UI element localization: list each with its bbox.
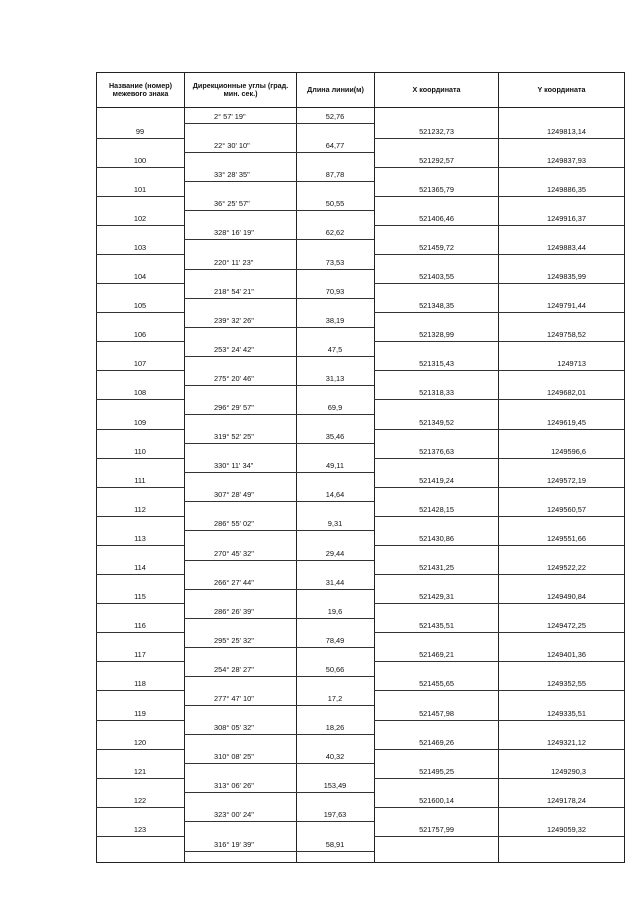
- line-length: 31,44: [325, 577, 345, 587]
- line-length: 31,13: [325, 373, 345, 383]
- line-length: 197,63: [323, 810, 347, 820]
- row-rule: [96, 138, 184, 139]
- point-number: 108: [133, 388, 147, 398]
- row-rule: [184, 618, 374, 619]
- directional-angle: 270° 45' 32": [214, 548, 254, 558]
- x-coordinate: 521495,25: [419, 766, 454, 776]
- line-length: 14,64: [325, 490, 345, 500]
- y-coordinate: 1249352,55: [546, 679, 586, 689]
- directional-angle: 308° 05' 32": [214, 723, 254, 733]
- coord-rule: [374, 341, 624, 342]
- row-rule: [184, 792, 374, 793]
- y-coordinate: 1249619,45: [546, 417, 586, 427]
- line-length: 87,78: [325, 170, 345, 180]
- row-rule: [184, 152, 374, 153]
- point-row: [96, 563, 625, 573]
- row-rule: [96, 545, 184, 546]
- point-row: [96, 476, 625, 486]
- coord-rule: [374, 807, 624, 808]
- directional-angle: 266° 27' 44": [214, 577, 254, 587]
- row-rule: [96, 690, 184, 691]
- x-coordinate: 521315,43: [419, 359, 454, 369]
- segment-row: [96, 170, 625, 180]
- directional-angle: 220° 11' 23": [214, 257, 254, 267]
- x-coordinate: 521403,55: [419, 272, 454, 282]
- segment-row: [96, 432, 625, 442]
- header-directional-angles: Дирекционные углы (град. мин. сек.): [184, 73, 296, 107]
- point-row: [96, 738, 625, 748]
- coord-rule: [374, 312, 624, 313]
- coord-rule: [374, 370, 624, 371]
- coord-rule: [374, 545, 624, 546]
- point-number: 113: [134, 533, 146, 543]
- row-rule: [184, 763, 374, 764]
- point-row: [96, 592, 625, 602]
- y-coordinate: 1249835,99: [546, 272, 586, 282]
- directional-angle: 323° 00' 24": [214, 810, 254, 820]
- coord-rule: [374, 690, 624, 691]
- point-row: [96, 185, 625, 195]
- point-row: [96, 214, 625, 224]
- y-coordinate: 1249401,36: [546, 650, 586, 660]
- point-row: [96, 825, 625, 835]
- row-rule: [184, 443, 374, 444]
- coord-rule: [374, 283, 624, 284]
- point-number: 119: [134, 708, 146, 718]
- line-length: 64,77: [325, 141, 345, 151]
- coord-rule: [374, 429, 624, 430]
- directional-angle: 319° 52' 25": [214, 432, 254, 442]
- x-coordinate: 521455,65: [419, 679, 454, 689]
- segment-row: [96, 578, 625, 588]
- row-rule: [96, 603, 184, 604]
- row-rule: [96, 458, 184, 459]
- segment-row: [96, 810, 625, 820]
- x-coordinate: 521431,25: [419, 563, 454, 573]
- row-rule: [96, 487, 184, 488]
- coord-rule: [374, 603, 624, 604]
- directional-angle: 310° 08' 25": [214, 752, 254, 762]
- segment-row: [96, 549, 625, 559]
- line-length: 49,11: [326, 461, 344, 471]
- point-row: [96, 534, 625, 544]
- row-rule: [96, 720, 184, 721]
- segment-row: [96, 258, 625, 268]
- table-header: [96, 72, 625, 108]
- x-coordinate: 521469,21: [419, 650, 454, 660]
- row-rule: [96, 778, 184, 779]
- point-row: [96, 418, 625, 428]
- point-row: [96, 243, 625, 253]
- point-number: 114: [134, 563, 146, 573]
- point-row: [96, 796, 625, 806]
- row-rule: [184, 472, 374, 473]
- coord-rule: [374, 225, 624, 226]
- x-coordinate: 521349,52: [419, 417, 454, 427]
- coord-rule: [374, 516, 624, 517]
- point-number: 110: [134, 446, 146, 456]
- directional-angle: 33° 28' 35": [214, 170, 250, 180]
- header-line-length: Длина линии(м): [296, 73, 374, 107]
- segment-row: [96, 112, 625, 122]
- line-length: 52,76: [325, 112, 345, 121]
- row-rule: [184, 560, 374, 561]
- row-rule: [184, 821, 374, 822]
- segment-row: [96, 403, 625, 413]
- point-number: 122: [133, 795, 147, 805]
- y-coordinate: 1249572,19: [546, 475, 586, 485]
- point-number: 101: [133, 184, 147, 194]
- directional-angle: 239° 32' 26": [214, 315, 254, 325]
- header-point-name: Название (номер) межевого знака: [96, 73, 184, 107]
- line-length: 153,49: [323, 781, 347, 791]
- directional-angle: 275° 20' 46": [214, 373, 254, 383]
- directional-angle: 253° 24' 42": [214, 344, 254, 354]
- directional-angle: 36° 25' 57": [214, 199, 250, 209]
- point-number: 112: [134, 504, 146, 514]
- y-coordinate: 1249472,25: [546, 621, 586, 631]
- row-rule: [96, 749, 184, 750]
- point-row: [96, 301, 625, 311]
- coord-rule: [374, 399, 624, 400]
- point-number: 106: [133, 330, 147, 340]
- x-coordinate: 521328,99: [419, 330, 454, 340]
- row-rule: [184, 327, 374, 328]
- point-number: 104: [133, 272, 147, 282]
- line-length: 70,93: [325, 286, 345, 296]
- line-length: 78,49: [325, 635, 345, 645]
- directional-angle: 328° 16' 19": [214, 228, 254, 238]
- row-rule: [96, 574, 184, 575]
- header-x-coordinate: X координата: [374, 73, 498, 107]
- point-row: [96, 359, 625, 369]
- x-coordinate: 521457,98: [419, 708, 454, 718]
- segment-row: [96, 287, 625, 297]
- row-rule: [184, 705, 374, 706]
- point-row: [96, 156, 625, 166]
- segment-row: [96, 141, 625, 151]
- row-rule: [184, 239, 374, 240]
- segment-row: [96, 723, 625, 733]
- row-rule: [184, 414, 374, 415]
- point-row: [96, 650, 625, 660]
- directional-angle: 218° 54' 21": [214, 286, 254, 296]
- y-coordinate: 1249560,57: [546, 504, 586, 514]
- line-length: 18,26: [325, 723, 345, 733]
- line-length: 73,53: [325, 257, 345, 267]
- segment-row: [96, 694, 625, 704]
- line-length: 50,55: [325, 199, 345, 209]
- directional-angle: 22° 30' 10": [214, 141, 250, 151]
- coord-rule: [374, 720, 624, 721]
- point-number: 121: [133, 766, 147, 776]
- coord-rule: [374, 487, 624, 488]
- row-rule: [184, 210, 374, 211]
- line-length: 47,5: [327, 344, 343, 354]
- x-coordinate: 521292,57: [419, 155, 454, 165]
- row-rule: [96, 370, 184, 371]
- row-rule: [184, 501, 374, 502]
- row-rule: [96, 661, 184, 662]
- y-coordinate: 1249916,37: [546, 213, 586, 223]
- point-number: 123: [133, 824, 147, 834]
- segment-row: [96, 199, 625, 209]
- directional-angle: 316° 19' 39": [214, 839, 254, 849]
- segment-row: [96, 840, 625, 850]
- coord-rule: [374, 574, 624, 575]
- row-rule: [96, 225, 184, 226]
- segment-row: [96, 636, 625, 646]
- y-coordinate: 1249758,52: [546, 330, 586, 340]
- directional-angle: 286° 55' 02": [214, 519, 254, 529]
- segment-row: [96, 228, 625, 238]
- y-coordinate: 1249551,66: [546, 533, 586, 543]
- header-y-coordinate: Y координата: [498, 73, 625, 107]
- x-coordinate: 521429,31: [419, 592, 454, 602]
- segment-row: [96, 519, 625, 529]
- line-length: 29,44: [325, 548, 345, 558]
- segment-row: [96, 752, 625, 762]
- row-rule: [184, 181, 374, 182]
- directional-angle: 254° 28' 27": [214, 664, 254, 674]
- segment-row: [96, 374, 625, 384]
- directional-angle: 313° 06' 26": [214, 781, 254, 791]
- x-coordinate: 521232,73: [419, 126, 454, 136]
- row-rule: [184, 676, 374, 677]
- row-rule: [96, 341, 184, 342]
- point-number: 117: [134, 650, 146, 660]
- x-coordinate: 521365,79: [419, 184, 454, 194]
- y-coordinate: 1249791,44: [546, 301, 586, 311]
- x-coordinate: 521376,63: [419, 446, 454, 456]
- row-rule: [96, 312, 184, 313]
- point-row: [96, 505, 625, 515]
- row-rule: [184, 589, 374, 590]
- row-rule: [184, 851, 374, 852]
- point-row: [96, 621, 625, 631]
- point-number: 103: [133, 242, 147, 252]
- segment-row: [96, 665, 625, 675]
- row-rule: [184, 269, 374, 270]
- segment-row: [96, 316, 625, 326]
- coord-rule: [374, 254, 624, 255]
- y-coordinate: 1249290,3: [551, 766, 586, 776]
- point-number: 105: [133, 301, 147, 311]
- row-rule: [96, 196, 184, 197]
- row-rule: [96, 283, 184, 284]
- directional-angle: 295° 25' 32": [214, 635, 254, 645]
- directional-angle: 277° 47' 10": [214, 694, 254, 703]
- y-coordinate: 1249886,35: [546, 184, 586, 194]
- coord-rule: [374, 632, 624, 633]
- y-coordinate: 1249813,14: [546, 126, 586, 136]
- y-coordinate: 1249682,01: [546, 388, 586, 398]
- row-rule: [96, 254, 184, 255]
- y-coordinate: 1249321,12: [546, 737, 586, 747]
- row-rule: [184, 734, 374, 735]
- coord-rule: [374, 138, 624, 139]
- row-rule: [96, 167, 184, 168]
- row-rule: [96, 632, 184, 633]
- line-length: 9,31: [327, 519, 343, 529]
- coord-rule: [374, 778, 624, 779]
- coord-rule: [374, 661, 624, 662]
- coord-rule: [374, 458, 624, 459]
- x-coordinate: 521419,24: [419, 475, 454, 485]
- table-body: [96, 108, 625, 863]
- point-number: 102: [133, 213, 147, 223]
- point-number: 118: [134, 679, 146, 689]
- row-rule: [184, 123, 374, 124]
- y-coordinate: 1249713: [557, 359, 586, 369]
- y-coordinate: 1249837,93: [546, 155, 586, 165]
- row-rule: [96, 807, 184, 808]
- point-number: 99: [135, 126, 145, 136]
- point-row: [96, 767, 625, 777]
- x-coordinate: 521430,86: [419, 533, 454, 543]
- x-coordinate: 521435,51: [419, 621, 454, 631]
- row-rule: [96, 429, 184, 430]
- line-length: 38,19: [325, 315, 345, 325]
- segment-row: [96, 461, 625, 471]
- row-rule: [96, 836, 184, 837]
- coord-rule: [374, 749, 624, 750]
- x-coordinate: 521459,72: [419, 242, 454, 252]
- y-coordinate: 1249522,22: [546, 563, 586, 573]
- row-rule: [96, 516, 184, 517]
- coord-rule: [374, 196, 624, 197]
- x-coordinate: 521600,14: [419, 795, 454, 805]
- directional-angle: 2° 57' 19": [214, 112, 246, 121]
- point-row: [96, 330, 625, 340]
- x-coordinate: 521757,99: [419, 824, 454, 834]
- coord-rule: [374, 167, 624, 168]
- line-length: 62,62: [325, 228, 345, 238]
- point-number: 100: [133, 155, 147, 165]
- line-length: 69,9: [327, 403, 343, 412]
- point-row: [96, 388, 625, 398]
- row-rule: [184, 530, 374, 531]
- point-row: [96, 127, 625, 137]
- line-length: 35,46: [325, 432, 345, 442]
- directional-angle: 296° 29' 57": [214, 403, 254, 412]
- x-coordinate: 521318,33: [419, 388, 454, 398]
- segment-row: [96, 490, 625, 500]
- point-row: [96, 447, 625, 457]
- point-number: 120: [133, 737, 147, 747]
- directional-angle: 307° 28' 49": [214, 490, 254, 500]
- y-coordinate: 1249490,84: [546, 592, 586, 602]
- x-coordinate: 521428,15: [419, 504, 454, 514]
- point-row: [96, 709, 625, 719]
- row-rule: [184, 647, 374, 648]
- x-coordinate: 521348,35: [419, 301, 454, 311]
- point-row: [96, 272, 625, 282]
- point-number: 116: [134, 621, 146, 631]
- row-rule: [184, 298, 374, 299]
- y-coordinate: 1249335,51: [546, 708, 586, 718]
- point-number: 109: [133, 417, 147, 427]
- x-coordinate: 521469,26: [419, 737, 454, 747]
- segment-row: [96, 607, 625, 617]
- row-rule: [184, 356, 374, 357]
- point-number: 107: [133, 359, 147, 369]
- y-coordinate: 1249883,44: [546, 242, 586, 252]
- directional-angle: 286° 26' 39": [214, 606, 254, 616]
- line-length: 19,6: [327, 606, 343, 616]
- segment-row: [96, 781, 625, 791]
- line-length: 40,32: [325, 752, 345, 762]
- directional-angle: 330° 11' 34": [214, 461, 254, 471]
- line-length: 58,91: [325, 839, 345, 849]
- row-rule: [96, 399, 184, 400]
- x-coordinate: 521406,46: [419, 213, 454, 223]
- y-coordinate: 1249596,6: [551, 446, 586, 456]
- point-row: [96, 679, 625, 689]
- y-coordinate: 1249178,24: [546, 795, 586, 805]
- point-number: 115: [134, 592, 146, 602]
- segment-row: [96, 345, 625, 355]
- point-number: 111: [134, 475, 146, 485]
- line-length: 50,66: [325, 664, 345, 674]
- row-rule: [184, 385, 374, 386]
- coordinates-table: [96, 72, 625, 863]
- y-coordinate: 1249059,32: [546, 824, 586, 834]
- coord-rule: [374, 836, 624, 837]
- line-length: 17,2: [327, 694, 343, 703]
